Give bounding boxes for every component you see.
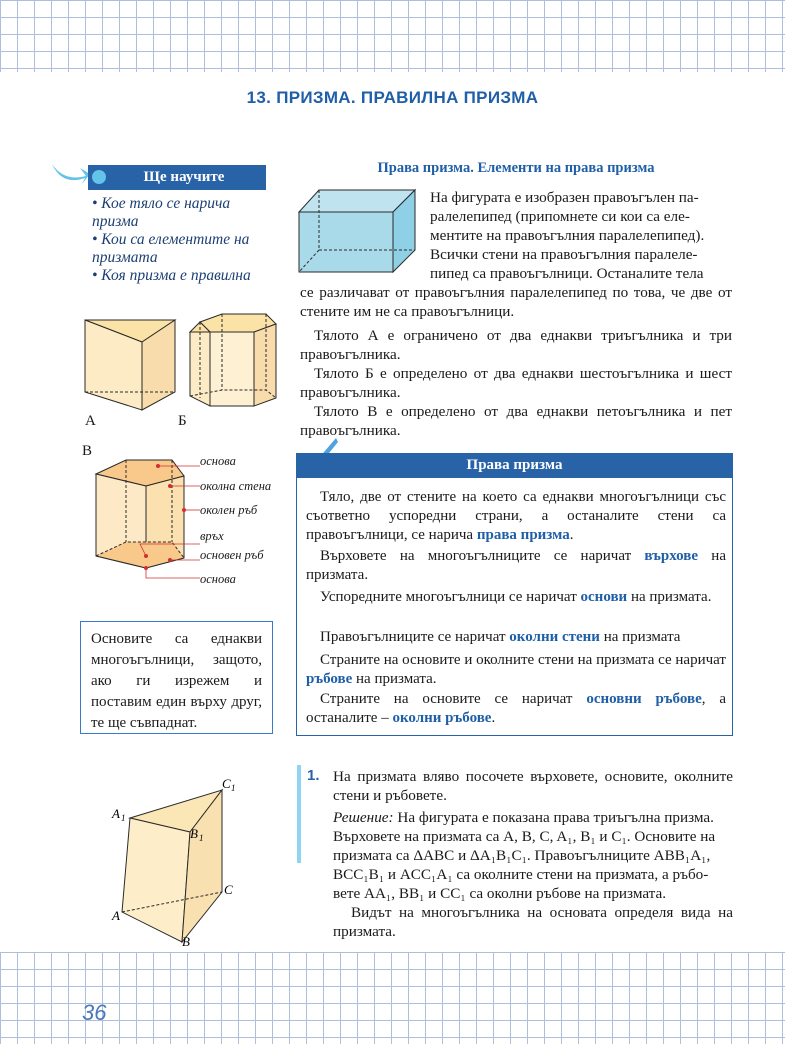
svg-text:1: 1 bbox=[231, 783, 236, 793]
definition-p1: Тяло, две от стените на което са еднакви многоъгълници със съответно успоредни страни, а останалите стени са правоъгълници, се нарича права призма. bbox=[306, 489, 726, 543]
figure-label-a: А bbox=[85, 413, 96, 429]
definition-p2: Върховете на многоъгълниците се наричат върхове на призмата. bbox=[306, 548, 726, 583]
intro-line: пипед са правоъгълници. Останалите тела bbox=[430, 265, 704, 282]
cuboid-figure bbox=[297, 188, 419, 278]
definition-p4: Правоъгълниците се наричат околни стени на призмата bbox=[320, 629, 681, 645]
solution-label: Решение: bbox=[333, 809, 394, 826]
keyword-base-edges: основни ръбове bbox=[586, 691, 702, 707]
vertex-label-b: B bbox=[182, 934, 190, 946]
keyword-lateral-faces: околни стени bbox=[509, 629, 600, 645]
definition-p5: Страните на основите и околните стени на призмата се наричат ръбове на призмата. bbox=[306, 652, 726, 687]
vertex-label-a1: A bbox=[112, 806, 120, 821]
body-a-paragraph: Тялото А е ограничено от два еднакви триъгълника и три правоъгълника. bbox=[300, 327, 732, 363]
keyword-right-prism: права призма bbox=[476, 527, 570, 543]
solution-line: Върховете на призмата са A, B, C, A₁, B₁ и C₁. Основите на bbox=[333, 828, 716, 845]
figure-label-b: Б bbox=[178, 413, 187, 429]
callout-lateral-edge: околен ръб bbox=[200, 503, 258, 517]
solution-line: BCC₁B₁ и ACC₁A₁ са околните стени на призмата, а ръбо- bbox=[333, 866, 709, 883]
body-c-paragraph: Тялото В е определено от два еднакви петоъгълника и пет правоъгълника. bbox=[300, 403, 732, 439]
intro-continuation: се различават от правоъгълния паралелепипед по това, че две от стените им не са правоъгълници. bbox=[300, 284, 732, 320]
bullet-dot-icon bbox=[92, 170, 106, 184]
intro-lines bbox=[430, 188, 732, 283]
keyword-lateral-edges: околни ръбове bbox=[392, 710, 492, 726]
intro-line: На фигурата е изобразен правоъгълен па- bbox=[430, 189, 699, 206]
learn-heading: Ще научите bbox=[88, 165, 266, 190]
exercise-bar bbox=[297, 765, 301, 863]
solution-closing: Видът на многоъгълника на основата определя вида на призмата. bbox=[333, 904, 733, 940]
section-heading: Права призма. Елементи на права призма bbox=[377, 160, 655, 176]
definition-heading: Права призма bbox=[296, 453, 733, 478]
body-b-paragraph: Тялото Б е определено от два еднакви шестоъгълника и шест правоъгълника. bbox=[300, 365, 732, 401]
vertex-label-c1: C bbox=[222, 776, 231, 791]
callout-base-bottom: основа bbox=[200, 572, 236, 586]
figure-label-c: В bbox=[82, 443, 93, 459]
exercise-solution bbox=[333, 808, 733, 941]
definition-p6: Страните на основите се наричат основни ръбове, а останалите – околни ръбове. bbox=[306, 691, 726, 726]
definition-p3: Успоредните многоъгълници се наричат основи на призмата. bbox=[320, 589, 712, 605]
triangular-prism-figure bbox=[110, 776, 240, 946]
top-grid bbox=[0, 0, 785, 72]
page-title: 13. ПРИЗМА. ПРАВИЛНА ПРИЗМА bbox=[246, 88, 539, 107]
note-box: Основите са еднакви многоъгълници, защото, ако ги изрежем и поставим един върху друг, те ще съвпаднат. bbox=[80, 621, 273, 734]
callout-base-edge: основен ръб bbox=[200, 548, 264, 562]
learn-list bbox=[92, 195, 272, 285]
pentagonal-prism-figure bbox=[80, 452, 200, 592]
vertex-label-a: A bbox=[112, 908, 120, 923]
intro-line: Всички стени на правоъгълния паралеле- bbox=[430, 246, 698, 263]
bottom-grid bbox=[0, 952, 785, 1044]
callout-base-top: основа bbox=[200, 454, 236, 468]
callout-vertex: връх bbox=[200, 529, 224, 543]
intro-line: ралелепипед (припомнете си кои са еле- bbox=[430, 208, 690, 225]
keyword-edges: ръбове bbox=[306, 671, 353, 687]
page-number: 36 bbox=[82, 1000, 107, 1025]
arrow-icon bbox=[50, 158, 92, 188]
solution-line: На фигурата е показана права триъгълна призма. bbox=[397, 809, 714, 826]
keyword-vertices: върхове bbox=[644, 548, 699, 564]
intro-line: ментите на правоъгълния паралелепипед). bbox=[430, 227, 705, 244]
vertex-label-c: C bbox=[224, 882, 233, 897]
solution-line: призмата са ΔABC и ΔA₁B₁C₁. Правоъгълниците ABB₁A₁, bbox=[333, 847, 711, 864]
exercise-task: На призмата вляво посочете върховете, основите, околните стени и ръбовете. bbox=[333, 768, 733, 804]
keyword-bases: основи bbox=[580, 589, 628, 605]
learn-item: • Кое тяло се нарича призма bbox=[92, 195, 231, 230]
vertex-label-b1: B bbox=[190, 826, 198, 841]
callout-lateral-face: околна стена bbox=[200, 479, 272, 493]
solution-line: вете AA₁, BB₁ и CC₁ са околни ръбове на призмата. bbox=[333, 885, 667, 902]
svg-text:1: 1 bbox=[199, 833, 204, 843]
learn-item: • Кои са елементите на призмата bbox=[92, 231, 250, 266]
exercise-number: 1. bbox=[307, 767, 320, 784]
svg-text:1: 1 bbox=[121, 813, 126, 823]
learn-item: • Коя призма е правилна bbox=[92, 267, 251, 284]
